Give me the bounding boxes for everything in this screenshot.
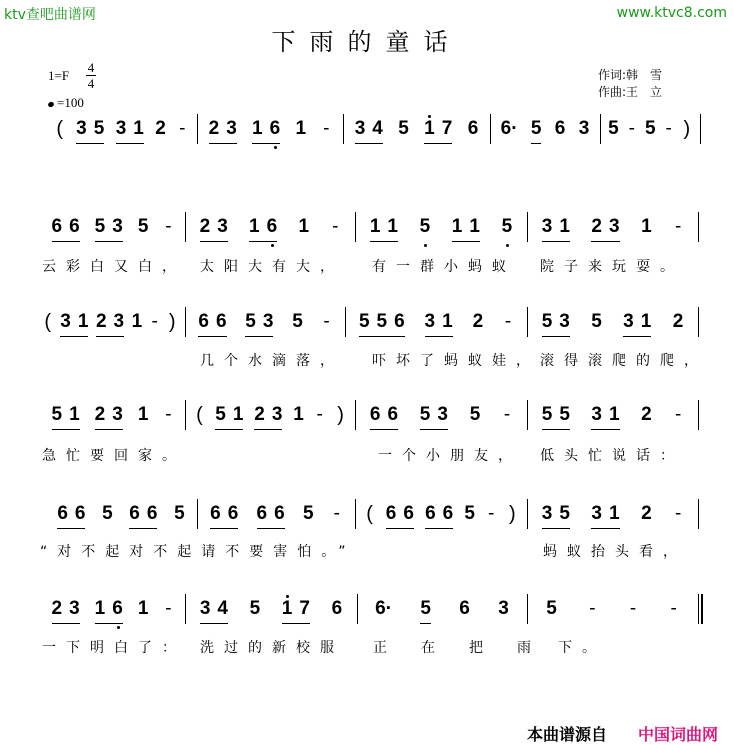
repeat-parenthesis: ( (196, 404, 203, 426)
dash-sustain: - (165, 404, 172, 425)
note: 5 (541, 311, 553, 332)
time-signature-top: 4 (87, 60, 95, 75)
dash-sustain: - (179, 118, 186, 139)
barline (185, 594, 186, 624)
note: 3 (199, 598, 211, 619)
note: 2 (208, 118, 220, 139)
beamed-note-group (542, 503, 570, 529)
note: 5 (541, 404, 553, 425)
note: 5 (292, 311, 303, 332)
note: 5 (174, 503, 185, 524)
barline (343, 114, 344, 144)
beamed-note-group (359, 311, 405, 337)
composer-credit: 作曲:王 立 (598, 85, 663, 99)
beamed-note-group (95, 404, 123, 430)
note: 2 (591, 216, 602, 237)
note: 1 (442, 311, 453, 332)
beamed-note-group (420, 598, 431, 624)
dash-sustain: - (589, 598, 596, 619)
measure (189, 404, 351, 434)
final-barline (698, 594, 703, 624)
note: 1 (295, 118, 307, 139)
note: 1 (469, 216, 480, 237)
note: 2 (51, 598, 63, 619)
note: 1 (131, 311, 143, 332)
note: 3 (76, 118, 87, 139)
barline (355, 212, 356, 242)
note: 2 (641, 404, 652, 425)
repeat-parenthesis: ( (366, 503, 373, 525)
barline (490, 114, 491, 144)
beamed-note-group (249, 216, 277, 242)
repeat-parenthesis: ) (508, 503, 516, 525)
note: 1 (640, 311, 652, 332)
repeat-parenthesis: ) (683, 118, 691, 140)
lyric-text: 正 在 把 雨 (373, 640, 541, 656)
note: 3 (262, 311, 274, 332)
barline (185, 212, 186, 242)
note: 3 (69, 598, 80, 619)
note: 6 (331, 598, 343, 619)
lyric-text: 院子来玩耍。 (540, 259, 684, 275)
beamed-note-group (531, 118, 542, 144)
barline (355, 499, 356, 529)
note: 5 (501, 216, 513, 237)
beamed-note-group (60, 311, 88, 337)
note: 6 (146, 503, 158, 524)
note: 4 (372, 118, 383, 139)
barline (197, 114, 198, 144)
note: 1 (69, 404, 80, 425)
note: 2 (672, 311, 684, 332)
note: 6 (51, 216, 63, 237)
note: 3 (271, 404, 283, 425)
dash-sustain: - (316, 404, 323, 425)
beamed-note-group (116, 118, 144, 144)
note: 6 (266, 216, 278, 237)
measure (531, 311, 694, 341)
beamed-note-group (425, 503, 453, 529)
barline (698, 307, 699, 337)
measure (531, 503, 694, 533)
key-signature: 1=F (48, 68, 70, 83)
footer-source-site[interactable]: 中国词曲网 (638, 725, 719, 744)
beamed-note-group (57, 503, 85, 529)
lyric-text: 蚂蚁抬头看， (543, 544, 687, 560)
beamed-note-group (257, 503, 285, 529)
note: 5 (464, 503, 475, 524)
watermark-right: www.ktvc8.com (616, 5, 727, 21)
barline (185, 307, 186, 337)
beamed-note-group (386, 503, 414, 529)
note: 1 (298, 216, 310, 237)
beamed-note-group (245, 311, 273, 337)
barline (527, 307, 528, 337)
lyricist-credit: 作词:韩 雪 (598, 68, 663, 82)
barline (698, 499, 699, 529)
measure (349, 311, 523, 341)
beamed-note-group (370, 216, 398, 242)
measure (49, 118, 193, 148)
note: 5 (559, 404, 570, 425)
dash-sustain: - (670, 598, 677, 619)
beamed-note-group (254, 404, 282, 430)
measure (44, 598, 181, 628)
note: 1 (249, 216, 260, 237)
lyric-text: 洗过的新校服 (200, 640, 344, 656)
note: 5 (215, 404, 226, 425)
dash-sustain: - (629, 598, 637, 619)
note: 7 (299, 598, 310, 619)
note: 5 (302, 503, 314, 524)
dash-sustain: - (165, 598, 172, 619)
note: 1 (641, 216, 652, 237)
measure (201, 503, 351, 533)
tempo-value: =100 (57, 95, 84, 110)
note: 6· (500, 118, 518, 139)
beamed-note-group (452, 216, 480, 242)
lyric-text: 下。 (558, 640, 606, 656)
note: 5 (398, 118, 409, 139)
note: 5 (608, 118, 619, 139)
dash-sustain: - (151, 311, 158, 332)
note: 3 (226, 118, 237, 139)
note: 2 (95, 311, 107, 332)
beamed-note-group (591, 503, 619, 529)
note: 6· (375, 598, 393, 619)
note: 1 (137, 598, 149, 619)
note: 3 (591, 404, 602, 425)
note: 5 (358, 311, 370, 332)
repeat-parenthesis: ) (168, 311, 176, 333)
beamed-note-group (52, 598, 80, 624)
note: 1 (252, 118, 263, 139)
song-title: 下雨的童话 (271, 28, 462, 56)
measure (531, 404, 694, 434)
beamed-note-group (542, 404, 570, 430)
note: 1 (609, 503, 620, 524)
footer-source-label: 本曲谱源自 (527, 725, 608, 744)
quarter-note-icon (47, 101, 54, 108)
note: 2 (94, 404, 106, 425)
note: 6 (442, 503, 454, 524)
beamed-note-group (282, 598, 310, 624)
beamed-note-group (200, 216, 228, 242)
lyric-text: 滚得滚爬的爬， (540, 353, 708, 369)
note: 6 (256, 503, 268, 524)
dash-sustain: - (333, 503, 340, 524)
note: 5 (51, 404, 63, 425)
note: 6 (227, 503, 239, 524)
note: 1 (232, 404, 244, 425)
note: 3 (541, 503, 553, 524)
note: 5 (245, 311, 256, 332)
note: 3 (609, 216, 620, 237)
beamed-note-group (542, 311, 570, 337)
note: 6 (74, 503, 86, 524)
lyric-text: 一下明白了： (42, 640, 186, 656)
barline (698, 400, 699, 430)
lyric-text: 云彩白又白， (42, 259, 186, 275)
note: 3 (60, 311, 71, 332)
barline (527, 594, 528, 624)
note: 5 (546, 598, 557, 619)
note: 1 (559, 216, 570, 237)
note: 6 (554, 118, 566, 139)
beamed-note-group (210, 503, 238, 529)
measure (359, 503, 523, 533)
note: 3 (115, 118, 127, 139)
note: 3 (578, 118, 590, 139)
note: 3 (217, 216, 228, 237)
note: 3 (112, 216, 123, 237)
note: 5 (420, 598, 431, 619)
note: 5 (249, 598, 261, 619)
barline (185, 400, 186, 430)
note: 5 (530, 118, 542, 139)
note: 6 (269, 118, 281, 139)
beamed-note-group (420, 404, 448, 430)
lyric-text: 有一群小蚂蚁 (372, 259, 516, 275)
note: 6 (467, 118, 479, 139)
measure (531, 598, 694, 628)
dash-sustain: - (323, 118, 330, 139)
repeat-parenthesis: ( (56, 118, 64, 140)
measure (201, 118, 339, 148)
note: 5 (93, 118, 105, 139)
beamed-note-group (96, 311, 124, 337)
note: 2 (641, 503, 652, 524)
tempo-marking (48, 95, 84, 111)
measure (189, 598, 353, 628)
beamed-note-group (252, 118, 280, 144)
note: 3 (113, 311, 125, 332)
note: 6 (210, 503, 221, 524)
note: 6 (129, 503, 140, 524)
note: 6 (385, 503, 397, 524)
beamed-note-group (129, 503, 157, 529)
dash-sustain: - (665, 118, 672, 139)
lyric-text: “对不起对不起请不要害怕。” (40, 544, 356, 560)
note: 1 (133, 118, 144, 139)
note: 6 (425, 503, 436, 524)
beamed-note-group (200, 598, 228, 624)
note: 3 (424, 311, 436, 332)
note: 6 (215, 311, 227, 332)
barline (355, 400, 356, 430)
beamed-note-group (623, 311, 651, 337)
note: 5 (94, 216, 106, 237)
note: 5 (137, 216, 149, 237)
beamed-note-group (424, 118, 452, 144)
barline (197, 499, 198, 529)
note: 6 (403, 503, 414, 524)
dash-sustain: - (165, 216, 172, 237)
note: 1 (281, 598, 293, 619)
note: 3 (498, 598, 509, 619)
time-signature-bottom: 4 (87, 76, 95, 91)
dash-sustain: - (628, 118, 635, 139)
note: 5 (419, 404, 431, 425)
measure (49, 503, 193, 533)
measure (359, 216, 523, 246)
lyric-text: 一个小朋友， (378, 448, 522, 464)
note: 6 (387, 404, 399, 425)
measure (189, 311, 341, 341)
measure (359, 404, 523, 434)
barline (600, 114, 601, 144)
beamed-note-group (76, 118, 104, 144)
note: 6 (394, 311, 405, 332)
note: 5 (419, 216, 431, 237)
note: 2 (199, 216, 211, 237)
note: 6 (274, 503, 285, 524)
lyric-text: 急忙要回家。 (42, 448, 186, 464)
barline (527, 400, 528, 430)
beamed-note-group (198, 311, 226, 337)
dash-sustain: - (504, 311, 512, 332)
barline (527, 499, 528, 529)
note: 5 (591, 311, 602, 332)
repeat-parenthesis: ) (337, 404, 344, 426)
note: 7 (441, 118, 453, 139)
barline (527, 212, 528, 242)
repeat-parenthesis: ( (44, 311, 52, 333)
time-signature (86, 60, 96, 91)
barline (345, 307, 346, 337)
beamed-note-group (591, 216, 619, 242)
dash-sustain: - (675, 404, 682, 425)
note: 1 (609, 404, 620, 425)
dash-sustain: - (675, 216, 682, 237)
beamed-note-group (215, 404, 243, 430)
beamed-note-group (52, 404, 80, 430)
lyric-text: 吓坏了蚂蚁娃， (372, 353, 540, 369)
barline (698, 212, 699, 242)
measure (531, 216, 694, 246)
note: 1 (293, 404, 304, 425)
beamed-note-group (425, 311, 453, 337)
note: 5 (644, 118, 656, 139)
note: 5 (102, 503, 113, 524)
dash-sustain: - (487, 503, 495, 524)
dash-sustain: - (323, 311, 330, 332)
measure (347, 118, 486, 148)
note: 1 (94, 598, 106, 619)
note: 2 (472, 311, 484, 332)
measure (494, 118, 596, 148)
note: 6 (112, 598, 123, 619)
note: 3 (112, 404, 123, 425)
note: 1 (451, 216, 463, 237)
measure (44, 216, 181, 246)
note: 3 (591, 503, 602, 524)
note: 3 (541, 216, 553, 237)
note: 6 (369, 404, 381, 425)
measure (44, 404, 181, 434)
note: 3 (437, 404, 448, 425)
note: 5 (559, 503, 570, 524)
note: 1 (424, 118, 435, 139)
note: 1 (387, 216, 398, 237)
note: 1 (369, 216, 381, 237)
note: 1 (137, 404, 149, 425)
note: 4 (217, 598, 228, 619)
barline (700, 114, 701, 144)
note: 2 (155, 118, 166, 139)
dash-sustain: - (675, 503, 682, 524)
beamed-note-group (209, 118, 237, 144)
note: 6 (459, 598, 470, 619)
measure (189, 216, 351, 246)
measure (39, 311, 181, 341)
lyric-text: 太阳大有大， (200, 259, 344, 275)
note: 3 (559, 311, 570, 332)
barline (357, 594, 358, 624)
note: 5 (469, 404, 481, 425)
note: 2 (254, 404, 265, 425)
watermark-left: ktv查吧曲谱网 (4, 7, 96, 23)
beamed-note-group (52, 216, 80, 242)
beamed-note-group (355, 118, 383, 144)
note: 1 (77, 311, 89, 332)
note: 5 (376, 311, 388, 332)
measure (604, 118, 696, 148)
note: 6 (69, 216, 80, 237)
beamed-note-group (95, 598, 123, 624)
beamed-note-group (542, 216, 570, 242)
lyric-text: 几个水滴落， (200, 353, 344, 369)
measure (361, 598, 523, 628)
note: 3 (623, 311, 634, 332)
dash-sustain: - (503, 404, 511, 425)
dash-sustain: - (332, 216, 339, 237)
note: 6 (198, 311, 209, 332)
note: 6 (57, 503, 68, 524)
beamed-note-group (370, 404, 398, 430)
beamed-note-group (591, 404, 619, 430)
lyric-text: 低头忙说话： (540, 448, 684, 464)
note: 3 (354, 118, 366, 139)
beamed-note-group (95, 216, 123, 242)
